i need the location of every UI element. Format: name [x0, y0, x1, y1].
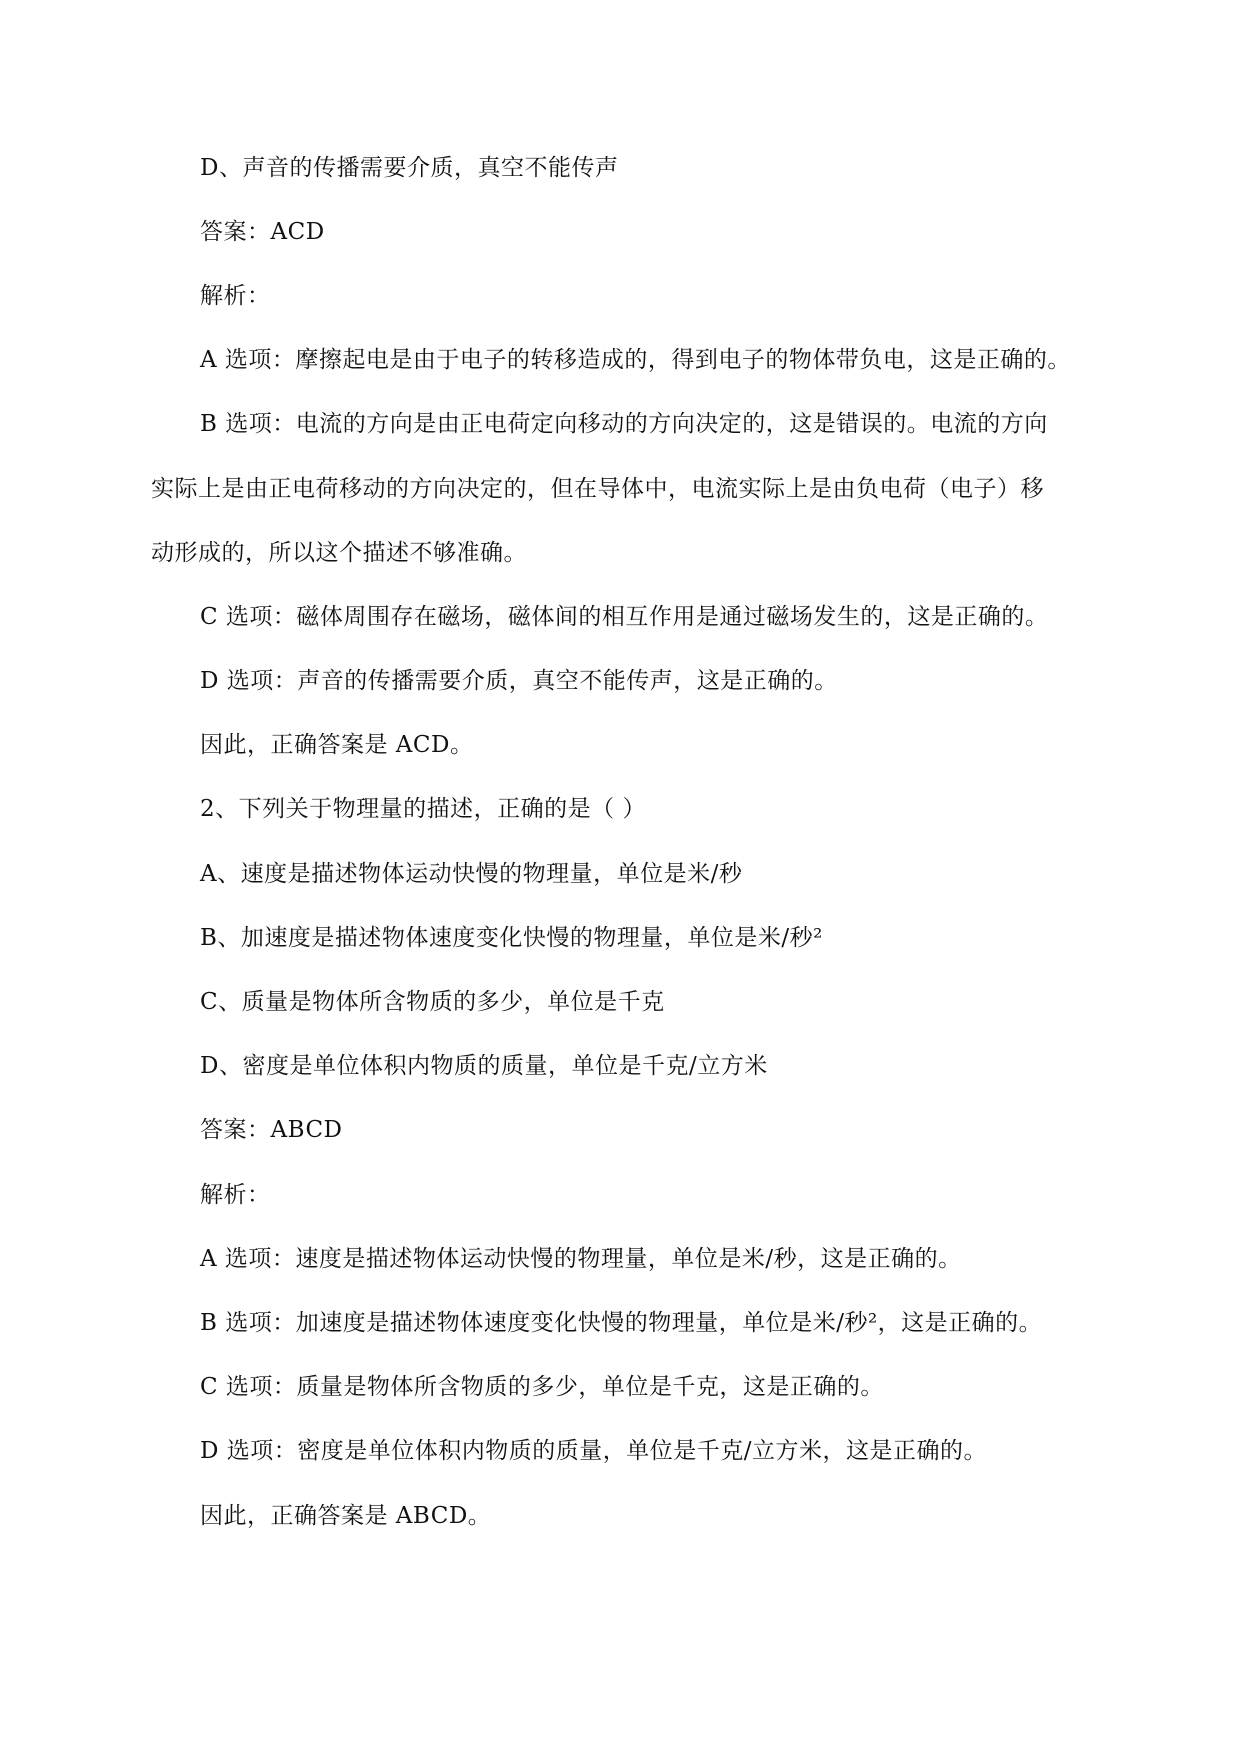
- question-2: 2、下列关于物理量的描述，正确的是（ ）: [200, 796, 646, 822]
- analysis-a-q1: A 选项：摩擦起电是由于电子的转移造成的，得到电子的物体带负电，这是正确的。: [200, 347, 1071, 373]
- analysis-a-q2: A 选项：速度是描述物体运动快慢的物理量，单位是米/秒，这是正确的。: [200, 1246, 962, 1272]
- option-b-q2: B、加速度是描述物体速度变化快慢的物理量，单位是米/秒²: [200, 925, 823, 951]
- answer-q2: 答案：ABCD: [200, 1117, 343, 1143]
- option-d-q2: D、密度是单位体积内物质的质量，单位是千克/立方米: [200, 1053, 768, 1079]
- analysis-c-q2: C 选项：质量是物体所含物质的多少，单位是千克，这是正确的。: [200, 1374, 884, 1400]
- analysis-label-q2: 解析：: [200, 1182, 271, 1208]
- answer-q1: 答案：ACD: [200, 219, 325, 245]
- option-a-q2: A、速度是描述物体运动快慢的物理量，单位是米/秒: [200, 861, 743, 887]
- analysis-b-q2: B 选项：加速度是描述物体速度变化快慢的物理量，单位是米/秒²，这是正确的。: [200, 1310, 1043, 1336]
- analysis-b-q1-line2: 实际上是由正电荷移动的方向决定的，但在导体中，电流实际上是由负电荷（电子）移: [151, 476, 1044, 502]
- analysis-label-q1: 解析：: [200, 283, 271, 309]
- option-c-q2: C、质量是物体所含物质的多少，单位是千克: [200, 989, 665, 1015]
- conclusion-q1: 因此，正确答案是 ACD。: [200, 732, 474, 758]
- analysis-c-q1: C 选项：磁体周围存在磁场，磁体间的相互作用是通过磁场发生的，这是正确的。: [200, 604, 1049, 630]
- analysis-b-q1-line3: 动形成的，所以这个描述不够准确。: [151, 540, 527, 566]
- analysis-d-q1: D 选项：声音的传播需要介质，真空不能传声，这是正确的。: [200, 668, 838, 694]
- analysis-d-q2: D 选项：密度是单位体积内物质的质量，单位是千克/立方米，这是正确的。: [200, 1438, 988, 1464]
- conclusion-q2: 因此，正确答案是 ABCD。: [200, 1503, 492, 1529]
- option-d-q1: D、声音的传播需要介质，真空不能传声: [200, 155, 619, 181]
- analysis-b-q1-line1: B 选项：电流的方向是由正电荷定向移动的方向决定的，这是错误的。电流的方向: [200, 411, 1048, 437]
